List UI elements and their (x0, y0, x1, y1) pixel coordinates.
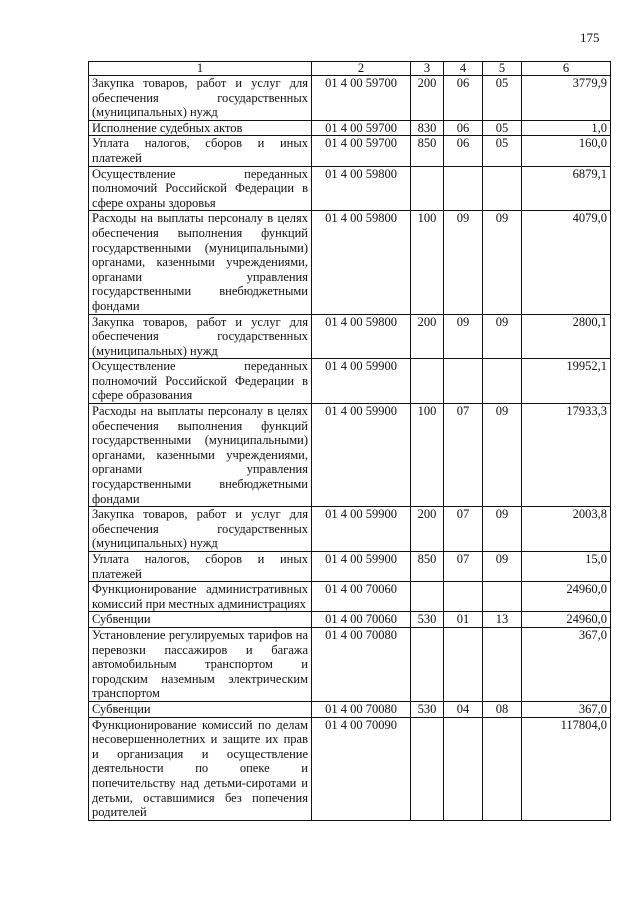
table-row (89, 701, 611, 717)
row-rz-cell: 07 (444, 507, 483, 552)
row-pr-cell: 09 (483, 314, 522, 359)
row-pr-cell: 09 (483, 211, 522, 314)
row-name-cell: Расходы на выплаты персоналу в целях обеспечения выполнения функций государственными (муниципальными) органами, казенными учреждениями, органами управления государственными внебюджетными фондами (89, 404, 312, 507)
header-cell: 5 (483, 62, 522, 76)
table-row (89, 612, 611, 628)
row-code-cell: 01 4 00 59800 (312, 166, 411, 211)
page-number: 175 (580, 30, 600, 45)
row-name-cell: Субвенции (89, 701, 312, 717)
row-code-cell: 01 4 00 70060 (312, 612, 411, 628)
table-header-row (89, 62, 611, 76)
row-pr-cell (483, 717, 522, 820)
table-row (89, 404, 611, 507)
row-vr-cell (411, 166, 444, 211)
row-sum-cell: 1,0 (522, 120, 611, 136)
row-vr-cell: 100 (411, 211, 444, 314)
row-vr-cell: 530 (411, 701, 444, 717)
row-code-cell: 01 4 00 59900 (312, 404, 411, 507)
header-cell: 2 (312, 62, 411, 76)
row-vr-cell (411, 582, 444, 612)
row-sum-cell: 15,0 (522, 552, 611, 582)
row-sum-cell: 24960,0 (522, 582, 611, 612)
row-name-cell: Исполнение судебных актов (89, 120, 312, 136)
row-code-cell: 01 4 00 59700 (312, 136, 411, 166)
row-code-cell: 01 4 00 70080 (312, 627, 411, 701)
table-row (89, 211, 611, 314)
row-name-cell: Закупка товаров, работ и услуг для обеспечения государственных (муниципальных) нужд (89, 507, 312, 552)
row-code-cell: 01 4 00 59800 (312, 314, 411, 359)
row-rz-cell: 04 (444, 701, 483, 717)
row-rz-cell (444, 627, 483, 701)
header-cell: 1 (89, 62, 312, 76)
row-vr-cell (411, 627, 444, 701)
row-sum-cell: 6879,1 (522, 166, 611, 211)
row-name-cell: Расходы на выплаты персоналу в целях обеспечения выполнения функций государственными (муниципальными) органами, казенными учреждениями, органами управления государственными внебюджетными фондами (89, 211, 312, 314)
row-pr-cell: 05 (483, 76, 522, 121)
row-name-cell: Осуществление переданных полномочий Российской Федерации в сфере образования (89, 359, 312, 404)
row-rz-cell: 06 (444, 76, 483, 121)
row-pr-cell (483, 359, 522, 404)
row-vr-cell: 850 (411, 136, 444, 166)
row-vr-cell: 530 (411, 612, 444, 628)
row-name-cell: Закупка товаров, работ и услуг для обеспечения государственных (муниципальных) нужд (89, 76, 312, 121)
row-rz-cell: 09 (444, 314, 483, 359)
row-vr-cell: 200 (411, 76, 444, 121)
row-rz-cell (444, 582, 483, 612)
row-pr-cell: 09 (483, 507, 522, 552)
row-rz-cell: 07 (444, 404, 483, 507)
row-vr-cell (411, 717, 444, 820)
row-code-cell: 01 4 00 59900 (312, 552, 411, 582)
row-sum-cell: 367,0 (522, 701, 611, 717)
table-row (89, 552, 611, 582)
row-rz-cell (444, 717, 483, 820)
row-rz-cell: 01 (444, 612, 483, 628)
row-sum-cell: 160,0 (522, 136, 611, 166)
row-sum-cell: 3779,9 (522, 76, 611, 121)
header-cell: 6 (522, 62, 611, 76)
row-name-cell: Функционирование комиссий по делам несовершеннолетних и защите их прав и организация и осуществление деятельности по опеке и попечительству над детьми-сиротами и детьми, оставшимися без попечения родителей (89, 717, 312, 820)
row-code-cell: 01 4 00 70080 (312, 701, 411, 717)
table-row (89, 314, 611, 359)
row-vr-cell: 200 (411, 507, 444, 552)
row-name-cell: Уплата налогов, сборов и иных платежей (89, 136, 312, 166)
row-sum-cell: 2800,1 (522, 314, 611, 359)
row-sum-cell: 367,0 (522, 627, 611, 701)
row-code-cell: 01 4 00 59700 (312, 120, 411, 136)
row-sum-cell: 117804,0 (522, 717, 611, 820)
row-name-cell: Установление регулируемых тарифов на перевозки пассажиров и багажа автомобильным транспортом и городским наземным электрическим транспортом (89, 627, 312, 701)
row-sum-cell: 17933,3 (522, 404, 611, 507)
row-vr-cell (411, 359, 444, 404)
row-rz-cell: 06 (444, 136, 483, 166)
row-rz-cell: 07 (444, 552, 483, 582)
row-code-cell: 01 4 00 70090 (312, 717, 411, 820)
row-pr-cell (483, 582, 522, 612)
table-row (89, 136, 611, 166)
row-sum-cell: 4079,0 (522, 211, 611, 314)
row-vr-cell: 100 (411, 404, 444, 507)
row-code-cell: 01 4 00 59800 (312, 211, 411, 314)
table-row (89, 359, 611, 404)
row-pr-cell: 05 (483, 120, 522, 136)
row-name-cell: Уплата налогов, сборов и иных платежей (89, 552, 312, 582)
row-pr-cell: 09 (483, 552, 522, 582)
row-rz-cell (444, 359, 483, 404)
row-name-cell: Закупка товаров, работ и услуг для обеспечения государственных (муниципальных) нужд (89, 314, 312, 359)
row-rz-cell: 09 (444, 211, 483, 314)
row-code-cell: 01 4 00 59900 (312, 359, 411, 404)
row-pr-cell (483, 627, 522, 701)
row-code-cell: 01 4 00 70060 (312, 582, 411, 612)
row-code-cell: 01 4 00 59700 (312, 76, 411, 121)
row-sum-cell: 19952,1 (522, 359, 611, 404)
row-sum-cell: 2003,8 (522, 507, 611, 552)
row-pr-cell: 09 (483, 404, 522, 507)
header-cell: 4 (444, 62, 483, 76)
row-pr-cell: 08 (483, 701, 522, 717)
table-row (89, 120, 611, 136)
table-row (89, 76, 611, 121)
row-name-cell: Субвенции (89, 612, 312, 628)
row-name-cell: Осуществление переданных полномочий Российской Федерации в сфере охраны здоровья (89, 166, 312, 211)
row-code-cell: 01 4 00 59900 (312, 507, 411, 552)
row-pr-cell (483, 166, 522, 211)
row-pr-cell: 13 (483, 612, 522, 628)
table-row (89, 507, 611, 552)
row-pr-cell: 05 (483, 136, 522, 166)
row-name-cell: Функционирование административных комиссий при местных администрациях (89, 582, 312, 612)
row-rz-cell: 06 (444, 120, 483, 136)
table-row (89, 627, 611, 701)
row-rz-cell (444, 166, 483, 211)
budget-table (88, 61, 611, 821)
table-row (89, 582, 611, 612)
row-vr-cell: 200 (411, 314, 444, 359)
header-cell: 3 (411, 62, 444, 76)
row-vr-cell: 850 (411, 552, 444, 582)
table-row (89, 166, 611, 211)
row-sum-cell: 24960,0 (522, 612, 611, 628)
row-vr-cell: 830 (411, 120, 444, 136)
table-row (89, 717, 611, 820)
